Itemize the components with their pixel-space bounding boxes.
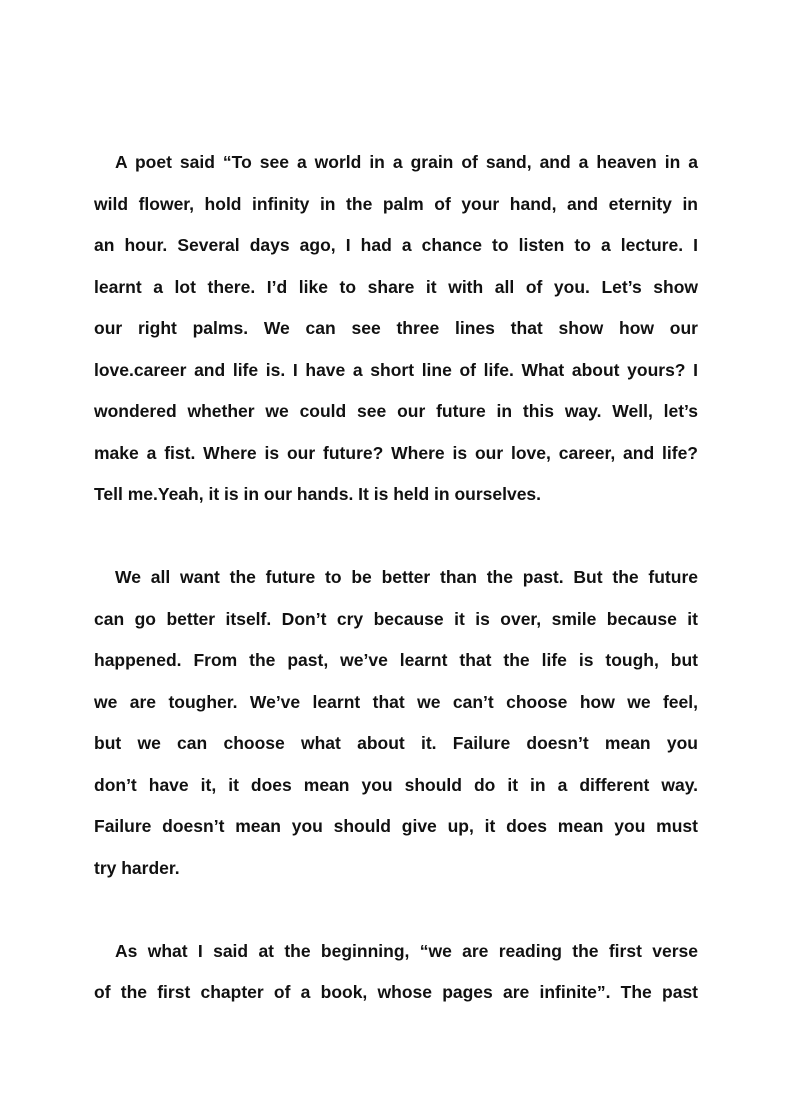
text-line: Tell me.Yeah, it is in our hands. It is held in ourselves. [94,484,542,504]
text-line: of the first chapter of a book, whose pages are infinite”. The past [94,982,698,1002]
text-line: but we can choose what about it. Failure doesn’t mean you [94,733,698,753]
text-line: wondered whether we could see our future in this way. Well, let’s [94,401,698,421]
text-line: As what I said at the beginning, “we are reading the first verse [115,940,698,961]
paragraph-future [94,557,698,889]
paragraph-beginning [94,931,698,1014]
document-body [94,142,698,1014]
text-line: we are tougher. We’ve learnt that we can’t choose how we feel, [94,691,698,712]
text-line: can go better itself. Don’t cry because it is over, smile because it [94,608,698,629]
text-line: don’t have it, it does mean you should do it in a different way. [94,774,698,795]
paragraph-poet [94,142,698,516]
text-line: We all want the future to be better than the past. But the future [115,567,698,587]
text-line: an hour. Several days ago, I had a chance to listen to a lecture. I [94,235,698,255]
text-line: wild flower, hold infinity in the palm of your hand, and eternity in [94,193,698,214]
paragraph-spacer [94,516,698,558]
text-line: happened. From the past, we’ve learnt that the life is tough, but [94,650,698,670]
text-line: try harder. [94,857,180,878]
text-line: Failure doesn’t mean you should give up, it does mean you must [94,816,698,836]
text-line: learnt a lot there. I’d like to share it with all of you. Let’s show [94,276,698,297]
text-line: make a fist. Where is our future? Where is our love, career, and life? [94,442,698,463]
text-line: love.career and life is. I have a short line of life. What about yours? I [94,359,698,380]
paragraph-spacer [94,889,698,931]
text-line: A poet said “To see a world in a grain of sand, and a heaven in a [115,152,698,172]
text-line: our right palms. We can see three lines that show how our [94,318,698,338]
